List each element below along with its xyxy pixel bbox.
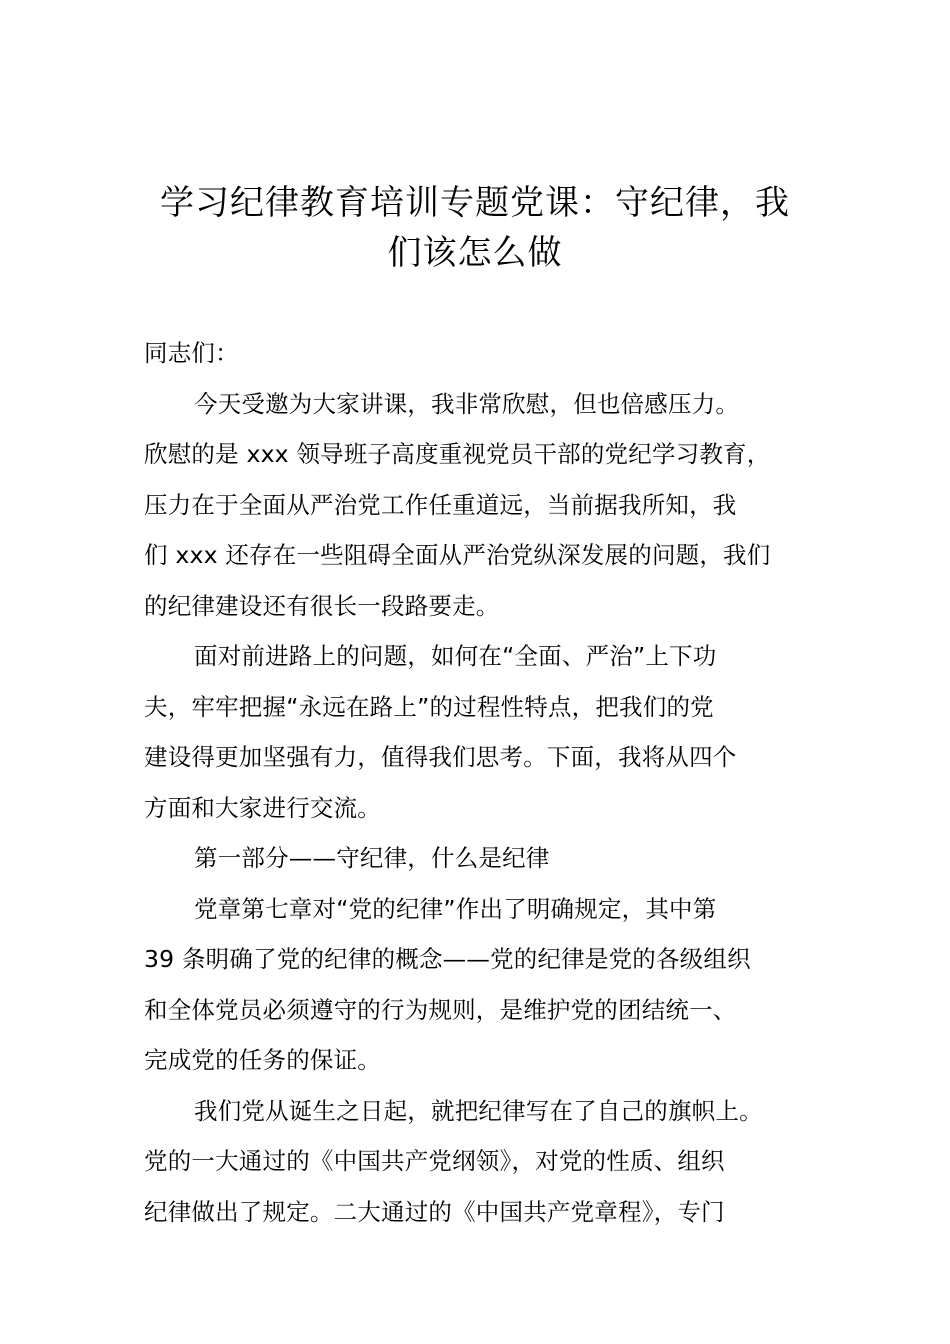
title-line-1: 学习纪律教育培训专题党课：守纪律，我 [160,183,790,223]
body-line: 欣慰的是 xxx 领导班子高度重视党员干部的党纪学习教育， [144,440,771,468]
title-line-2: 们该怎么做 [387,233,563,273]
body-line: 方面和大家进行交流。 [144,793,381,822]
body-line: 纪律做出了规定。二大通过的《中国共产党章程》，专门 [144,1197,725,1226]
body-line: 压力在于全面从严治党工作任重道远，当前据我所知，我 [144,490,737,519]
body-line: 党的一大通过的《中国共产党纲领》，对党的性质、组织 [144,1147,725,1175]
body-line: 夫，牢牢把握“永远在路上”的过程性特点，把我们的党 [144,692,714,721]
document-title [130,178,820,278]
document-body [144,328,820,1237]
section-heading: 第一部分——守纪律，什么是纪律 [194,844,550,872]
body-line: 党章第七章对“党的纪律”作出了明确规定，其中第 [194,894,717,923]
body-line: 39 条明确了党的纪律的概念——党的纪律是党的各级组织 [144,945,751,973]
body-line: 完成党的任务的保证。 [144,1046,381,1074]
body-line: 今天受邀为大家讲课，我非常欣慰，但也倍感压力。 [194,389,740,418]
body-line: 建设得更加坚强有力，值得我们思考。下面，我将从四个 [144,743,737,771]
body-line: 和全体党员必须遵守的行为规则，是维护党的团结统一、 [144,995,737,1024]
body-line: 们 xxx 还存在一些阻碍全面从严治党纵深发展的问题，我们 [144,541,771,569]
salutation: 同志们： [144,339,239,367]
body-line: 的纪律建设还有很长一段路要走。 [144,591,500,620]
body-line: 面对前进路上的问题，如何在“全面、严治”上下功 [194,642,717,670]
body-line: 我们党从诞生之日起，就把纪律写在了自己的旗帜上。 [194,1096,763,1125]
